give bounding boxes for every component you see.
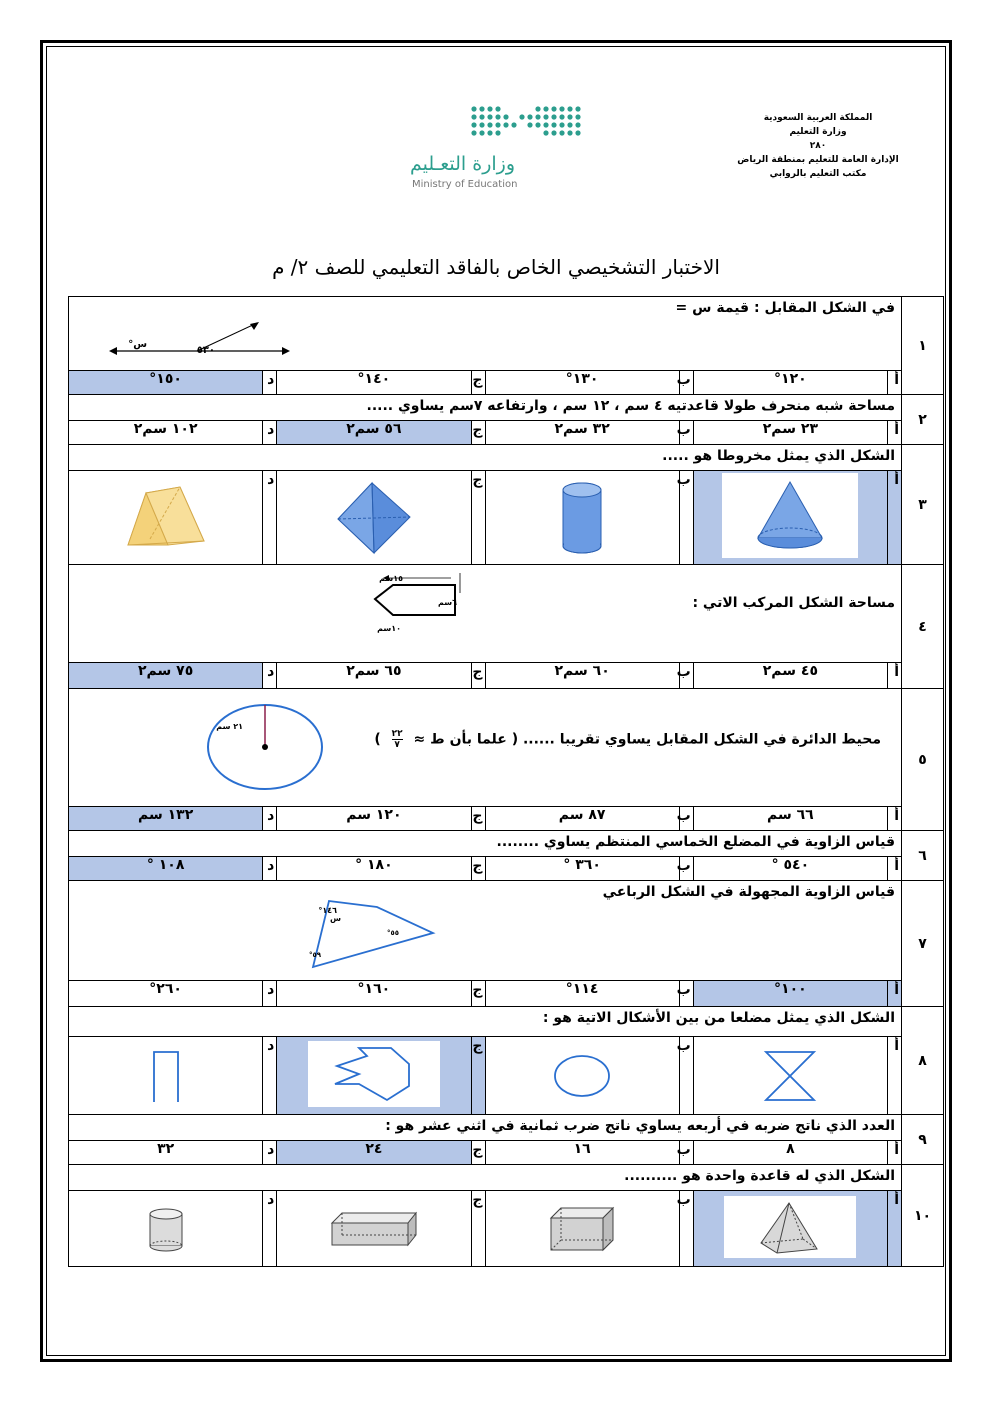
option-letter: د — [263, 471, 277, 565]
question-row — [69, 565, 944, 663]
cone-icon — [745, 476, 835, 554]
option-letter: د — [263, 421, 277, 445]
option-letter: د — [263, 1191, 277, 1267]
option-letter: ج — [471, 1141, 485, 1165]
option-a[interactable]: ١٠٠° — [693, 981, 887, 1007]
question-row — [69, 1007, 944, 1037]
option-a[interactable]: ٢٣ سم٢ — [693, 421, 887, 445]
question-row — [69, 881, 944, 981]
question-text: قياس الزاوية في المضلع الخماسي المنتظم يساوي ........ — [69, 831, 902, 857]
angle-label-given: ٥٣٠ — [196, 345, 215, 356]
option-d[interactable]: ١٠٢ سم٢ — [69, 421, 263, 445]
header-line: مكتب التعليم بالروابي — [769, 169, 867, 179]
option-letter: أ — [888, 1037, 902, 1115]
option-d[interactable]: ١٥٠° — [69, 371, 263, 395]
question-row — [69, 1165, 944, 1191]
question-label: مساحة الشكل المركب الاتي : — [692, 595, 895, 611]
option-c[interactable] — [277, 471, 471, 565]
fraction-numerator: ٢٢ — [391, 729, 403, 739]
option-letter: ج — [471, 371, 485, 395]
question-label: قياس الزاوية المجهولة في الشكل الرباعي — [602, 884, 895, 900]
answer-row — [69, 981, 944, 1007]
option-letter: ج — [471, 1191, 485, 1267]
angle-label-x: س° — [128, 339, 147, 350]
option-c[interactable]: ١٨٠ ° — [277, 857, 471, 881]
question-row — [69, 395, 944, 421]
option-letter: د — [263, 1037, 277, 1115]
question-number: ٣ — [902, 445, 944, 565]
question-text: الشكل الذي يمثل مخروطا هو ..... — [69, 445, 902, 471]
option-letter: ج — [471, 421, 485, 445]
question-text: مساحة شبه منحرف طولا قاعدتيه ٤ سم ، ١٢ سم ، وارتفاعه ٧سم يساوي ..... — [69, 395, 902, 421]
option-letter: أ — [888, 1141, 902, 1165]
question-label: في الشكل المقابل : قيمة س = — [675, 300, 895, 316]
option-b[interactable]: ٦٠ سم٢ — [485, 663, 679, 689]
question-number: ٦ — [902, 831, 944, 881]
polygon-icon — [329, 1044, 419, 1104]
option-letter: ب — [679, 471, 693, 565]
option-d[interactable] — [69, 471, 263, 565]
option-letter: ج — [471, 1037, 485, 1115]
dimension-label-side: ٦سم — [437, 598, 457, 607]
option-a[interactable] — [693, 1191, 887, 1267]
close-paren: ) — [374, 731, 381, 748]
question-number: ٩ — [902, 1115, 944, 1165]
question-row — [69, 831, 944, 857]
cylinder-icon — [557, 478, 607, 558]
option-d[interactable] — [69, 1037, 263, 1115]
composite-shape-figure — [355, 573, 495, 643]
question-number: ٨ — [902, 1007, 944, 1115]
option-c[interactable]: ١٢٠ سم — [277, 807, 471, 831]
option-a[interactable]: ١٢٠° — [693, 371, 887, 395]
option-b[interactable]: ١٣٠° — [485, 371, 679, 395]
option-letter: ج — [471, 471, 485, 565]
question-number: ٢ — [902, 395, 944, 445]
option-d[interactable]: ٧٥ سم٢ — [69, 663, 263, 689]
option-letter: ب — [679, 371, 693, 395]
option-d[interactable]: ١٣٢ سم — [69, 807, 263, 831]
question-row — [69, 297, 944, 371]
header-line: ٢٨٠ — [809, 141, 827, 151]
answer-row — [69, 1141, 944, 1165]
option-a[interactable] — [693, 471, 887, 565]
option-letter: أ — [888, 471, 902, 565]
option-letter: أ — [888, 421, 902, 445]
option-c[interactable] — [277, 1191, 471, 1267]
option-b[interactable]: ٣٦٠ ° — [485, 857, 679, 881]
header-line: وزارة التعليم — [789, 127, 847, 137]
circle-figure — [203, 701, 327, 793]
question-text — [69, 565, 902, 663]
option-letter: ب — [679, 663, 693, 689]
answer-row — [69, 807, 944, 831]
question-text — [69, 689, 902, 807]
question-row — [69, 1115, 944, 1141]
option-letter: ب — [679, 1141, 693, 1165]
option-b[interactable]: ١٦ — [485, 1141, 679, 1165]
option-b[interactable]: ٣٢ سم٢ — [485, 421, 679, 445]
option-d[interactable]: ٣٢ — [69, 1141, 263, 1165]
option-letter: ج — [471, 807, 485, 831]
header-line: الإدارة العامة للتعليم بمنطقة الرياض — [737, 155, 899, 165]
question-number: ٧ — [902, 881, 944, 1007]
option-letter: د — [263, 807, 277, 831]
angle-label-55: ٥٥° — [386, 929, 399, 937]
option-letter: أ — [888, 371, 902, 395]
option-c[interactable]: ١٦٠° — [277, 981, 471, 1007]
pyramid-icon — [334, 479, 414, 557]
option-letter: ج — [471, 663, 485, 689]
option-b[interactable] — [485, 1037, 679, 1115]
question-number: ٥ — [902, 689, 944, 831]
header-line: المملكة العربية السعودية — [763, 113, 873, 123]
option-a[interactable]: ٦٦ سم — [693, 807, 887, 831]
option-letter: د — [263, 981, 277, 1007]
option-letter: ب — [679, 421, 693, 445]
option-letter: أ — [888, 807, 902, 831]
radius-label: ٢١ سم — [216, 722, 243, 731]
option-b[interactable] — [485, 471, 679, 565]
option-letter: د — [263, 857, 277, 881]
question-text — [69, 881, 902, 981]
option-letter: د — [263, 371, 277, 395]
fraction-denominator: ٧ — [394, 740, 400, 750]
option-c[interactable]: ٢٤ — [277, 1141, 471, 1165]
dimension-label-top: ١٥سم — [379, 574, 403, 583]
open-rectangle-icon — [146, 1046, 186, 1106]
option-c[interactable]: ١٤٠° — [277, 371, 471, 395]
option-letter: ج — [471, 981, 485, 1007]
option-letter: أ — [888, 1191, 902, 1267]
page-title: الاختبار التشخيصي الخاص بالفاقد التعليمي للصف ٢/ م — [272, 255, 720, 279]
option-a[interactable]: ٨ — [693, 1141, 887, 1165]
answer-row — [69, 371, 944, 395]
option-d[interactable]: ٢٦٠° — [69, 981, 263, 1007]
question-text: العدد الذي ناتج ضربه في أربعه يساوي ناتج ضرب ثمانية في اثني عشر هو : — [69, 1115, 902, 1141]
question-number: ٤ — [902, 565, 944, 689]
answer-row — [69, 1191, 944, 1267]
pi-fraction — [392, 729, 403, 750]
logo-english-text: Ministry of Education — [412, 179, 518, 190]
option-c[interactable]: ٦٥ سم٢ — [277, 663, 471, 689]
question-number: ١ — [902, 297, 944, 395]
option-a[interactable]: ٤٥ سم٢ — [693, 663, 887, 689]
ministry-logo — [404, 103, 594, 193]
questions-table — [68, 296, 944, 1267]
option-letter: ب — [679, 1191, 693, 1267]
question-number: ١٠ — [902, 1165, 944, 1267]
angle-label-146: ١٤٦° — [318, 906, 337, 915]
answer-row — [69, 663, 944, 689]
question-label — [374, 729, 881, 750]
option-letter: ب — [679, 1037, 693, 1115]
option-b[interactable]: ١١٤° — [485, 981, 679, 1007]
angle-label-x: س — [329, 914, 341, 923]
option-letter: ب — [679, 857, 693, 881]
option-letter: أ — [888, 857, 902, 881]
question-row — [69, 689, 944, 807]
option-a[interactable] — [693, 1037, 887, 1115]
logo-dots-icon — [404, 103, 594, 153]
hourglass-icon — [760, 1046, 820, 1106]
answer-row — [69, 857, 944, 881]
question-text — [69, 297, 902, 371]
option-letter: أ — [888, 981, 902, 1007]
option-b[interactable]: ٨٧ سم — [485, 807, 679, 831]
option-letter: ج — [471, 857, 485, 881]
option-letter: ب — [679, 807, 693, 831]
option-c[interactable]: ٥٦ سم٢ — [277, 421, 471, 445]
angle-figure — [107, 321, 307, 361]
logo-arabic-text: وزارة التعـليم — [410, 153, 516, 175]
dimension-label-bottom: ١٠سم — [377, 624, 401, 633]
circle-icon — [552, 1053, 612, 1099]
option-d[interactable]: ١٠٨ ° — [69, 857, 263, 881]
answer-row — [69, 421, 944, 445]
option-c[interactable] — [277, 1037, 471, 1115]
cube-icon — [547, 1204, 617, 1254]
option-letter: ب — [679, 981, 693, 1007]
option-d[interactable] — [69, 1191, 263, 1267]
answer-row — [69, 471, 944, 565]
question-text: الشكل الذي له قاعدة واحدة هو .......... — [69, 1165, 902, 1191]
quadrilateral-figure — [307, 897, 437, 971]
option-letter: د — [263, 1141, 277, 1165]
prism-icon — [124, 483, 208, 553]
pyramid-icon — [755, 1199, 825, 1255]
question-row — [69, 445, 944, 471]
angle-label-59: ٥٩° — [308, 951, 321, 959]
answer-row — [69, 1037, 944, 1115]
header-ministry-info — [728, 111, 908, 181]
option-a[interactable]: ٥٤٠ ° — [693, 857, 887, 881]
option-letter: د — [263, 663, 277, 689]
option-b[interactable] — [485, 1191, 679, 1267]
question-label-main: محيط الدائرة في الشكل المقابل يساوي تقريبا ...... ( علما بأن ط ≈ — [413, 731, 881, 748]
option-letter: أ — [888, 663, 902, 689]
cylinder-icon — [146, 1206, 186, 1252]
rectangular-prism-icon — [328, 1209, 420, 1249]
question-text: الشكل الذي يمثل مضلعا من بين الأشكال الاتية هو : — [69, 1007, 902, 1037]
